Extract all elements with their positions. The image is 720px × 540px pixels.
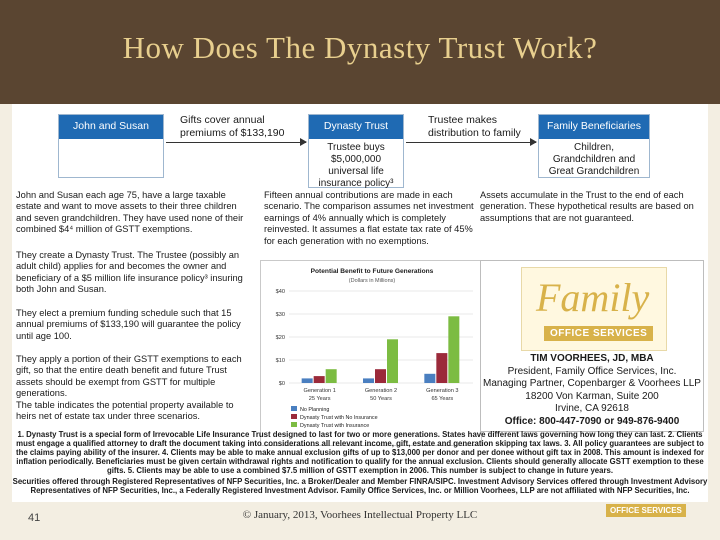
contact-card [480, 260, 704, 432]
footnote-text: 1. Dynasty Trust is a special form of Irrevocable Life Insurance Trust designed to last for two or more generations. States have different laws governing how long they can last. 2. Clients must engage a qualified attorney to draft the document taking into considerations all relevant income, gift, estate and generation skipping tax laws. 3. All policy guarantees are subject to the claims paying ability of the insurer. 4. Clients may be able to make annual exclusion gifts of up to $13,000 per donor and per donee without gift tax in 2008. This amount is indexed for inflation periodically. Beneficiaries must be given certain withdrawal rights and notification to qualify for the annual exclusion. Clients should generally allocate GSTT exemption to these gifts. 5. Clients may be able to use a combined $7.5 million of GSTT exemption in 2006. This number is subject to change in future years. [15, 430, 704, 475]
chart-bar [302, 378, 313, 383]
disclosure-text: Securities offered through Registered Representatives of NFP Securities, Inc. a Broker/Dealer and Member FINRA/SIPC. Investment Advisory Services offered through Investment Advisory Representatives of NFP Securities, Inc., a Federally Registered Investment Advisor. Family Office Services, Inc. or Million Voorhees, LLP are not affiliated with NFP Securities, Inc. [12, 477, 708, 495]
chart-category-label: Generation 2 [364, 388, 398, 394]
page-title: How Does The Dynasty Trust Work? [122, 30, 598, 65]
left-para-1: John and Susan each age 75, have a large taxable estate and want to move assets to their three children and seven grandchildren. They have used none of their combined $4⁴ million of GSTT exemptions. [16, 190, 244, 235]
copyright-notice: © January, 2013, Voorhees Intellectual Property LLC [242, 509, 478, 521]
logo-wordmark: Family [536, 275, 650, 320]
gift-premium-text: Gifts cover annual premiums of $133,190 [180, 114, 285, 139]
dynasty-trust-body: Trustee buys $5,000,000 universal life insurance policy³ [318, 142, 394, 189]
chart-ytick-label: $40 [275, 289, 285, 295]
chart-bar [326, 369, 337, 383]
chart-bar [363, 378, 374, 383]
contact-line-3: 18200 Von Karman, Suite 200 [525, 390, 659, 402]
chart-title: Potential Benefit to Future Generations [310, 268, 434, 275]
chart-bar [375, 369, 386, 383]
corner-logo [596, 496, 692, 524]
chart-legend-swatch [291, 406, 297, 411]
chart-legend-swatch [291, 414, 297, 419]
chart-ytick-label: $0 [278, 381, 285, 387]
chart-bar [448, 316, 459, 383]
chart-category-label: Generation 1 [303, 388, 336, 394]
family-office-logo [521, 267, 667, 351]
chart-xlabels [303, 388, 458, 402]
chart-subtitle: (Dollars in Millions) [348, 278, 396, 284]
contact-line-1: President, Family Office Services, Inc. [507, 365, 677, 377]
left-para-2: They create a Dynasty Trust. The Trustee (possibly an adult child) applies for and becomes the owner and beneficiary of a $5 million life insurance policy³ insuring both John and Susan. [16, 250, 243, 295]
chart-legend-label: No Planning [300, 407, 330, 413]
logo-subtitle: OFFICE SERVICES [544, 326, 653, 341]
left-para-4: They apply a portion of their GSTT exemptions to each gift, so that the entire death benefit and future Trust assets should be exempt from GSTT for multiple generations. [16, 354, 242, 399]
contact-line-2: Managing Partner, Copenbarger & Voorhees LLP [483, 378, 701, 389]
slide-number: 41 [28, 512, 41, 524]
chart-category-label: Generation 3 [426, 388, 459, 394]
chart-ytick-label: $10 [275, 358, 285, 364]
benefit-chart [260, 260, 482, 446]
chart-bar [314, 376, 325, 383]
title-band [0, 0, 720, 104]
right-para: Assets accumulate in the Trust to the end of each generation. These hypothetical results are based on assumptions that are not guaranteed. [480, 190, 694, 223]
client-box [58, 114, 164, 178]
beneficiaries-body: Children, Grandchildren and Great Grandchildren [548, 142, 640, 177]
contact-phone: Office: 800-447-7090 or 949-876-9400 [504, 415, 680, 427]
chart-bar [387, 339, 398, 383]
benefit-chart-svg [261, 261, 483, 447]
beneficiaries-box [538, 114, 650, 178]
chart-category-sublabel: 65 Years [431, 396, 454, 402]
contact-line-4: Irvine, CA 92618 [555, 403, 629, 414]
distribution-text: Trustee makes distribution to family [428, 114, 521, 139]
chart-bar [436, 353, 447, 383]
flow-arrow-1 [166, 142, 306, 143]
chart-legend-label: Dynasty Trust with No Insurance [300, 415, 378, 421]
left-para-5: The table indicates the potential property available to heirs net of estate tax under three scenarios. [16, 400, 234, 422]
flow-arrow-2 [406, 142, 536, 143]
dynasty-trust-document [12, 104, 708, 502]
chart-ytick-label: $30 [275, 312, 285, 318]
beneficiaries-header: Family Beneficiaries [539, 115, 649, 139]
left-para-3: They elect a premium funding schedule such that 15 annual premiums of $133,190 will guarantee the policy until age 100. [16, 308, 241, 341]
chart-yticks [276, 289, 285, 387]
middle-para: Fifteen annual contributions are made in each scenario. The comparison assumes net investment earnings of 4% annually which is completely reinvested. It assumes a flat estate tax rate of 45% for each generation with no exemptions. [264, 190, 474, 246]
chart-category-sublabel: 25 Years [308, 396, 331, 402]
dynasty-trust-header: Dynasty Trust [309, 115, 403, 139]
chart-bars [302, 316, 460, 383]
chart-ytick-label: $20 [275, 335, 285, 341]
chart-legend-label: Dynasty Trust with Insurance [300, 423, 370, 429]
corner-logo-text: OFFICE SERVICES [606, 504, 686, 517]
chart-legend-swatch [291, 422, 297, 427]
contact-lines [481, 353, 703, 428]
chart-category-sublabel: 50 Years [370, 396, 392, 402]
client-box-header: John and Susan [59, 115, 163, 139]
chart-bar [424, 374, 435, 383]
footnotes [12, 430, 708, 495]
contact-name: TIM VOORHEES, JD, MBA [530, 353, 654, 364]
chart-legend [291, 406, 378, 429]
dynasty-trust-box [308, 114, 404, 188]
